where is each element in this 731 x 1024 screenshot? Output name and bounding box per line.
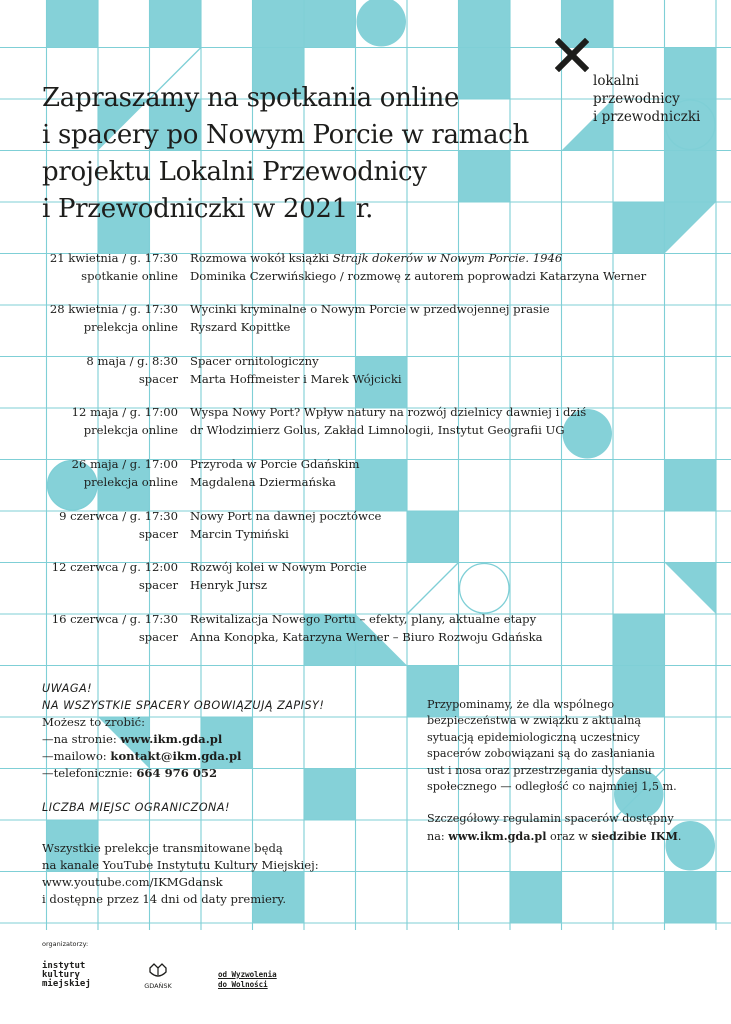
logo-line: lokalni (593, 73, 640, 89)
odw-logo: od Wyzwolenia do Wolności (218, 970, 277, 989)
title-line: projektu Lokalni Przewodnicy (42, 157, 427, 187)
event-type: prelekcja online (83, 474, 178, 489)
organizers-label: organizatorzy: (42, 940, 89, 948)
event-speakers: Magdalena Dziermańska (190, 474, 336, 489)
ikm-logo: instytut kultury miejskiej (42, 961, 91, 989)
notice-text: Możesz to zrobić: (42, 715, 146, 729)
event-type: spacer (138, 629, 178, 644)
event-title: Rozwój kolei w Nowym Porcie (190, 560, 367, 574)
youtube-link[interactable]: www.youtube.com/IKMGdansk (42, 875, 223, 889)
event-speakers: Henryk Jursz (190, 577, 267, 592)
logo-x-mark-icon (555, 38, 589, 72)
event-title: Przyroda w Porcie Gdańskim (190, 457, 360, 471)
phone-number: 664 976 052 (136, 766, 218, 780)
event-date: 9 czerwca / g. 17:30 (59, 509, 178, 523)
event-date: 26 maja / g. 17:00 (71, 457, 178, 471)
logo-line: przewodnicy (593, 91, 680, 107)
event-speakers: Marta Hoffmeister i Marek Wójcicki (190, 371, 402, 386)
website-link[interactable]: www.ikm.gda.pl (120, 732, 223, 746)
event-date: 28 kwietnia / g. 17:30 (49, 302, 178, 316)
event-type: spacer (138, 371, 178, 386)
event-speakers: Ryszard Kopittke (190, 319, 291, 334)
event-type: prelekcja online (83, 422, 178, 437)
title-line: i spacery po Nowym Porcie w ramach (42, 120, 529, 150)
book-title: Strajk dokerów w Nowym Porcie. 1946 (332, 251, 563, 265)
notice-heading: NA WSZYSTKIE SPACERY OBOWIĄZUJĄ ZAPISY! (42, 699, 325, 712)
covid-reminder: Przypominamy, że dla wspólnego bezpieczeństwa w związku z aktualną sytuacją epidemiologiczną uczestnicy spacerów zobowiązani są do zasłaniania ust i nosa oraz przestrzegania dystansu społecznego — odległość co najmniej 1,5 m. Szczegółowy regulamin spacerów dostępny na: www.ikm.gda.pl oraz w siedzibie IKM. (427, 698, 682, 843)
event-date: 21 kwietnia / g. 17:30 (49, 251, 178, 265)
event-title: Nowy Port na dawnej pocztówce (190, 509, 382, 523)
registration-notice: UWAGA! NA WSZYSTKIE SPACERY OBOWIĄZUJĄ ZAPISY! Możesz to zrobić: —na stronie: www.ikm.gda.pl —mailowo: kontakt@ikm.gda.pl —telefonicznie: 664 976 052 LICZBA MIEJSC OGRANICZONA! (42, 680, 422, 816)
limited-seats: LICZBA MIEJSC OGRANICZONA! (42, 801, 231, 814)
event-speakers: Dominika Czerwińskiego / rozmowę z autorem poprowadzi Katarzyna Werner (190, 268, 647, 283)
event-speakers: Marcin Tymiński (190, 526, 289, 541)
event-date: 12 maja / g. 17:00 (71, 405, 178, 419)
event-speakers: Anna Konopka, Katarzyna Werner – Biuro Rozwoju Gdańska (190, 629, 543, 644)
event-title: Spacer ornitologiczny (190, 354, 319, 368)
page-title (42, 80, 562, 228)
title-line: Zapraszamy na spotkania online (42, 83, 460, 113)
gdansk-logo: GDAŃSK (138, 962, 178, 990)
rules-place: siedzibie IKM (591, 828, 678, 843)
event-type: prelekcja online (83, 319, 178, 334)
event-type: spotkanie online (81, 268, 178, 283)
event-type: spacer (138, 526, 178, 541)
event-date: 8 maja / g. 8:30 (86, 354, 178, 368)
gdansk-crest-icon (146, 962, 170, 980)
event-date: 12 czerwca / g. 12:00 (51, 560, 178, 574)
title-line: i Przewodniczki w 2021 r. (42, 194, 374, 224)
event-type: spacer (138, 577, 178, 592)
event-title: Wyspa Nowy Port? Wpływ natury na rozwój dzielnicy dawniej i dziś (190, 405, 587, 419)
event-speakers: dr Włodzimierz Golus, Zakład Limnologii, Instytut Geografii UG (190, 422, 565, 437)
email-link[interactable]: kontakt@ikm.gda.pl (110, 749, 242, 763)
event-title: Rewitalizacja Nowego Portu – efekty, plany, aktualne etapy (190, 612, 537, 626)
notice-heading: UWAGA! (42, 682, 93, 695)
event-title: Rozmowa wokół książki Strajk dokerów w Nowym Porcie. 1946 (190, 251, 563, 265)
logo-line: i przewodniczki (593, 109, 701, 125)
event-date: 16 czerwca / g. 17:30 (51, 612, 178, 626)
broadcast-info: Wszystkie prelekcje transmitowane będą na kanale YouTube Instytutu Kultury Miejskiej: www.youtube.com/IKMGdansk i dostępne przez 14 dni od daty premiery. (42, 841, 319, 906)
logo-text (593, 72, 700, 126)
event-title: Wycinki kryminalne o Nowym Porcie w przedwojennej prasie (190, 302, 550, 316)
rules-website-link[interactable]: www.ikm.gda.pl (448, 828, 547, 843)
